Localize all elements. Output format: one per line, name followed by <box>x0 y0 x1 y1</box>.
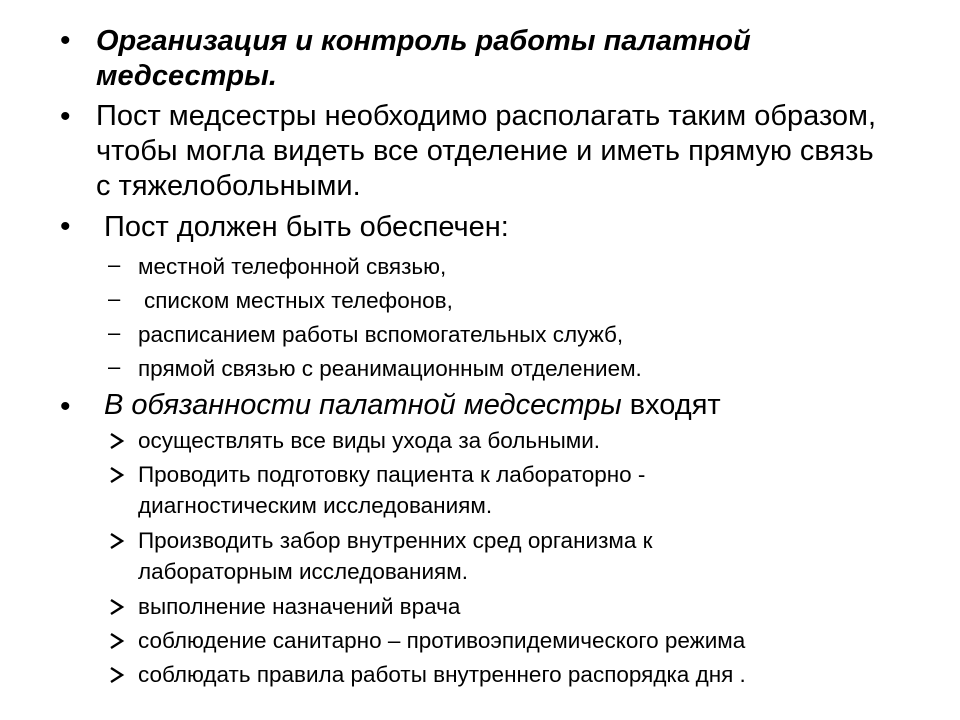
arrow-text: осуществлять все виды ухода за больными. <box>138 428 601 453</box>
bullet-text-italic: В обязанности палатной медсестры <box>104 389 622 421</box>
arrow-bullet-icon <box>108 598 126 616</box>
dash-icon: – <box>108 286 121 311</box>
bullet-text: Пост должен быть обеспечен: <box>104 211 509 243</box>
arrow-item <box>138 659 938 690</box>
dash-item <box>138 319 623 350</box>
heading-text: Организация и контроль работы палатной медсестры. <box>96 25 751 92</box>
arrow-text: соблюдение санитарно – противоэпидемического режима <box>138 628 746 653</box>
bullet-icon: • <box>60 390 71 423</box>
dash-text: местной телефонной связью, <box>138 254 447 279</box>
dash-item <box>138 251 446 282</box>
dash-item <box>138 353 642 384</box>
dash-icon: – <box>108 320 121 345</box>
dash-icon: – <box>108 252 121 277</box>
arrow-bullet-icon <box>108 466 126 484</box>
bullet-text: Пост медсестры необходимо располагать таким образом, чтобы могла видеть все отделение и иметь прямую связь с тяжелобольными. <box>96 100 877 202</box>
arrow-item <box>138 591 918 622</box>
bullet-item <box>96 99 896 204</box>
arrow-item <box>138 459 758 521</box>
bullet-icon: • <box>60 210 71 243</box>
arrow-text: Производить забор внутренних сред организма к лабораторным исследованиям. <box>138 528 653 584</box>
bullet-item <box>104 388 884 423</box>
dash-text: прямой связью с реанимационным отделением. <box>138 356 642 381</box>
dash-text: расписанием работы вспомогательных служб, <box>138 322 624 347</box>
arrow-text: выполнение назначений врача <box>138 594 461 619</box>
arrow-bullet-icon <box>108 666 126 684</box>
arrow-item <box>138 625 938 656</box>
arrow-item <box>138 425 918 456</box>
bullet-icon: • <box>60 24 71 57</box>
dash-icon: – <box>108 354 121 379</box>
arrow-bullet-icon <box>108 532 126 550</box>
bullet-item <box>104 210 864 245</box>
bullet-icon: • <box>60 100 71 133</box>
dash-item <box>144 285 453 316</box>
arrow-text: Проводить подготовку пациента к лабораторно - диагностическим исследованиям. <box>138 462 646 518</box>
arrow-item <box>138 525 758 587</box>
bullet-item <box>96 24 856 94</box>
arrow-bullet-icon <box>108 432 126 450</box>
bullet-text: входят <box>621 389 721 421</box>
arrow-text: соблюдать правила работы внутреннего распорядка дня . <box>138 662 746 687</box>
dash-text: списком местных телефонов, <box>144 288 453 313</box>
arrow-bullet-icon <box>108 632 126 650</box>
